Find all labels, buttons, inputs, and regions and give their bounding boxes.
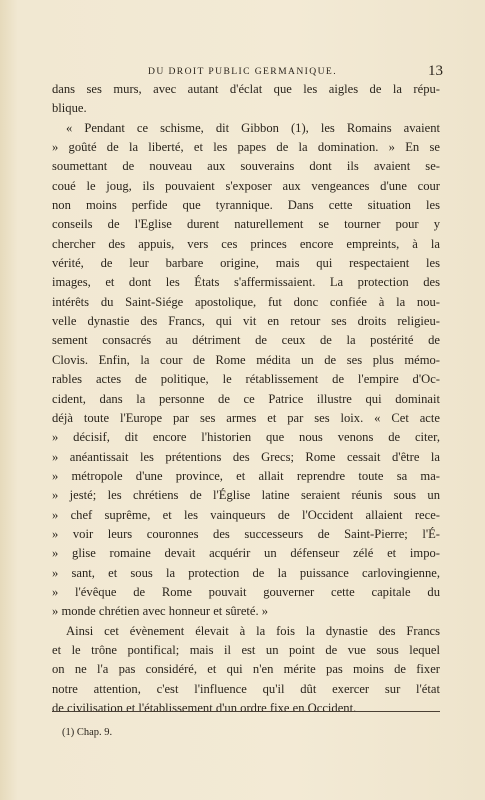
text-line: » monde chrétien avec honneur et sûreté. » [52, 604, 269, 619]
body-text [52, 80, 440, 718]
text-line: vérité, de leur barbare origine, mais qui respectaient les [52, 256, 440, 271]
text-line: » jesté; les chrétiens de l'Église latine seraient réunis sous un [52, 488, 440, 503]
text-line: chercher des appuis, vers ces princes encore empreints, à la [52, 236, 440, 251]
text-line: soumettant de nouveau aux souverains dont ils avaient se- [52, 159, 440, 174]
text-line: » métropole d'une province, et allait reprendre toute sa ma- [52, 468, 440, 483]
text-line: de civilisation et l'établissement d'un ordre fixe en Occident. [52, 701, 357, 715]
text-line: » sant, et sous la protection de la puissance carlovingienne, [52, 565, 440, 580]
text-line: conseils de l'Eglise durent naturellement se tourner pour y [52, 217, 440, 232]
text-line: Clovis. Enfin, la cour de Rome médita un de ses plus mémo- [52, 352, 440, 367]
text-line: images, et dont les États s'affermissaient. La protection des [52, 275, 440, 290]
text-line: notre attention, c'est l'influence qu'il dût exercer sur l'état [52, 681, 440, 696]
text-line: velle dynastie des Francs, qui vit en retour ses droits religieu- [52, 314, 440, 329]
text-line: cident, dans la personne de ce Patrice illustre qui dominait [52, 391, 440, 406]
text-line: déjà toute l'Europe par ses armes et par ses loix. « Cet acte [52, 410, 440, 425]
footnote: (1) Chap. 9. [62, 727, 113, 738]
text-line: non moins perfide que tyrannique. Dans cette situation les [52, 198, 440, 213]
running-head: DU DROIT PUBLIC GERMANIQUE. [148, 66, 337, 77]
text-line: coué le joug, ils pouvaient s'exposer aux vengeances d'une cour [52, 178, 440, 193]
page-number: 13 [428, 63, 443, 79]
text-line: » l'évêque de Rome pouvait gouverner cette capitale du [52, 584, 440, 599]
text-line: intérêts du Saint-Siége apostolique, fut donc confiée à la nou- [52, 294, 440, 309]
text-line: » chef suprême, et les vainqueurs de l'Occident allaient rece- [52, 507, 440, 522]
text-line: » anéantissait les prétentions des Grecs; Rome cessait d'être la [52, 449, 440, 464]
text-line: » décisif, dit encore l'historien que nous venons de citer, [52, 430, 440, 445]
text-line: » voir leurs couronnes des successeurs de Saint-Pierre; l'É- [52, 526, 440, 541]
text-line: » glise romaine devait acquérir un défenseur zélé et impo- [52, 546, 440, 561]
text-line: » goûté de la liberté, et les papes de la domination. » En se [52, 140, 440, 155]
footnote-rule [52, 711, 440, 712]
text-line: on ne l'a pas considéré, et qui n'en mérite pas moins de fixer [52, 662, 440, 677]
text-line: dans ses murs, avec autant d'éclat que les aigles de la répu- [52, 82, 440, 96]
text-line: blique. [52, 101, 87, 116]
text-line: sement consacrés au détriment de ceux de la postérité de [52, 333, 440, 348]
text-line: rables actes de politique, le rétablissement de l'empire d'Oc- [52, 372, 440, 387]
text-line: Ainsi cet évènement élevait à la fois la dynastie des Francs [66, 623, 440, 638]
page-header [40, 64, 445, 80]
text-line: « Pendant ce schisme, dit Gibbon (1), les Romains avaient [66, 120, 440, 135]
text-line: et le trône pontifical; mais il est un point de vue sous lequel [52, 642, 440, 657]
